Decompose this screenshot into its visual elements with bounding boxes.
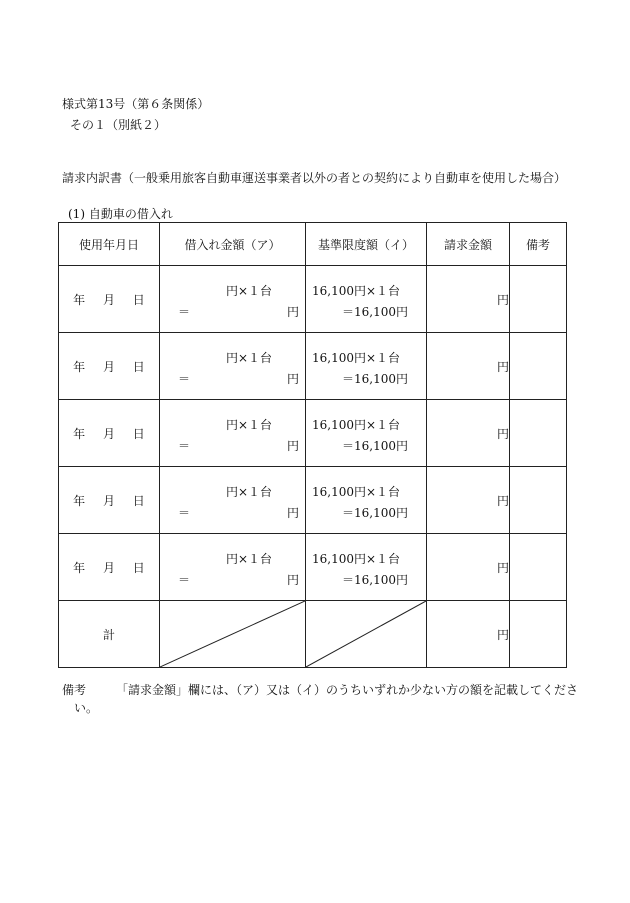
table-row	[59, 534, 567, 601]
limit-formula: 16,100円×１台	[312, 418, 401, 432]
usage-date: 年 月 日	[73, 359, 145, 374]
claim-yen-unit: 円	[496, 560, 509, 575]
limit-formula: 16,100円×１台	[312, 552, 401, 566]
claim-yen-unit: 円	[496, 359, 509, 374]
rent-equals: ＝	[178, 372, 191, 386]
header-row	[59, 223, 567, 266]
limit-formula: 16,100円×１台	[312, 284, 401, 298]
rent-equals: ＝	[178, 506, 191, 520]
notes-cell[interactable]	[510, 467, 567, 534]
rent-equals: ＝	[178, 439, 191, 453]
claim-yen-unit: 円	[496, 292, 509, 307]
table-row	[59, 400, 567, 467]
table-row	[59, 266, 567, 333]
total-rent-cell-crossed	[160, 601, 306, 668]
rent-amount-cell[interactable]	[160, 467, 306, 534]
header-notes: 備考	[510, 223, 567, 266]
total-label-cell	[59, 601, 160, 668]
claim-amount-cell[interactable]	[427, 266, 510, 333]
notes-cell[interactable]	[510, 534, 567, 601]
total-row	[59, 601, 567, 668]
header-claim-amount: 請求金額	[427, 223, 510, 266]
rent-equals: ＝	[178, 573, 191, 587]
header-date: 使用年月日	[59, 223, 160, 266]
total-claim-yen-unit: 円	[496, 627, 509, 642]
notes-cell[interactable]	[510, 400, 567, 467]
rent-amount-cell[interactable]	[160, 333, 306, 400]
document-title: 請求内訳書（一般乗用旅客自動車運送事業者以外の者との契約により自動車を使用した場合）	[62, 171, 567, 185]
rent-equals: ＝	[178, 305, 191, 319]
usage-date: 年 月 日	[73, 426, 145, 441]
rent-multiplier: 円×１台	[226, 552, 273, 566]
rent-amount-cell[interactable]	[160, 534, 306, 601]
total-limit-cell-crossed	[306, 601, 427, 668]
claim-yen-unit: 円	[496, 426, 509, 441]
remarks-text: 「請求金額」欄には、（ア）又は（イ）のうちいずれか少ない方の額を記載してくださ	[116, 683, 579, 697]
rent-yen-unit: 円	[286, 305, 299, 319]
rent-yen-unit: 円	[286, 372, 299, 386]
remarks-label: 備考	[62, 683, 87, 697]
usage-date-cell[interactable]	[59, 467, 160, 534]
limit-amount-cell	[306, 333, 427, 400]
limit-formula: 16,100円×１台	[312, 351, 401, 365]
rent-multiplier: 円×１台	[226, 351, 273, 365]
usage-date-cell[interactable]	[59, 266, 160, 333]
remarks-text-continued: い。	[74, 701, 99, 715]
limit-amount-cell	[306, 534, 427, 601]
section-title: (1) 自動車の借入れ	[68, 207, 173, 221]
usage-date-cell[interactable]	[59, 534, 160, 601]
usage-date-cell[interactable]	[59, 400, 160, 467]
claim-amount-cell[interactable]	[427, 333, 510, 400]
limit-result: ＝16,100円	[342, 305, 408, 319]
total-notes-cell[interactable]	[510, 601, 567, 668]
header-rent-amount: 借入れ金額（ア）	[160, 223, 306, 266]
form-number: 様式第13号（第６条関係）	[62, 97, 210, 111]
claim-amount-cell[interactable]	[427, 534, 510, 601]
claim-amount-cell[interactable]	[427, 467, 510, 534]
rent-amount-cell[interactable]	[160, 400, 306, 467]
rent-yen-unit: 円	[286, 506, 299, 520]
limit-result: ＝16,100円	[342, 372, 408, 386]
limit-amount-cell	[306, 467, 427, 534]
usage-date: 年 月 日	[73, 493, 145, 508]
notes-cell[interactable]	[510, 266, 567, 333]
total-claim-amount-cell[interactable]	[427, 601, 510, 668]
total-label: 計	[102, 627, 115, 642]
header-limit-amount: 基準限度額（イ）	[306, 223, 427, 266]
rent-yen-unit: 円	[286, 439, 299, 453]
claim-amount-cell[interactable]	[427, 400, 510, 467]
diagonal-strike	[160, 601, 305, 667]
limit-formula: 16,100円×１台	[312, 485, 401, 499]
usage-date-cell[interactable]	[59, 333, 160, 400]
rent-multiplier: 円×１台	[226, 418, 273, 432]
usage-date: 年 月 日	[73, 292, 145, 307]
sub-number: その１（別紙２）	[70, 118, 167, 132]
limit-result: ＝16,100円	[342, 506, 408, 520]
table-row	[59, 333, 567, 400]
usage-date: 年 月 日	[73, 560, 145, 575]
rent-amount-cell[interactable]	[160, 266, 306, 333]
limit-result: ＝16,100円	[342, 439, 408, 453]
limit-amount-cell	[306, 400, 427, 467]
rent-yen-unit: 円	[286, 573, 299, 587]
notes-cell[interactable]	[510, 333, 567, 400]
limit-amount-cell	[306, 266, 427, 333]
rent-multiplier: 円×１台	[226, 485, 273, 499]
claim-breakdown-table	[58, 222, 567, 668]
table-row	[59, 467, 567, 534]
limit-result: ＝16,100円	[342, 573, 408, 587]
rent-multiplier: 円×１台	[226, 284, 273, 298]
claim-yen-unit: 円	[496, 493, 509, 508]
diagonal-strike	[306, 601, 426, 667]
